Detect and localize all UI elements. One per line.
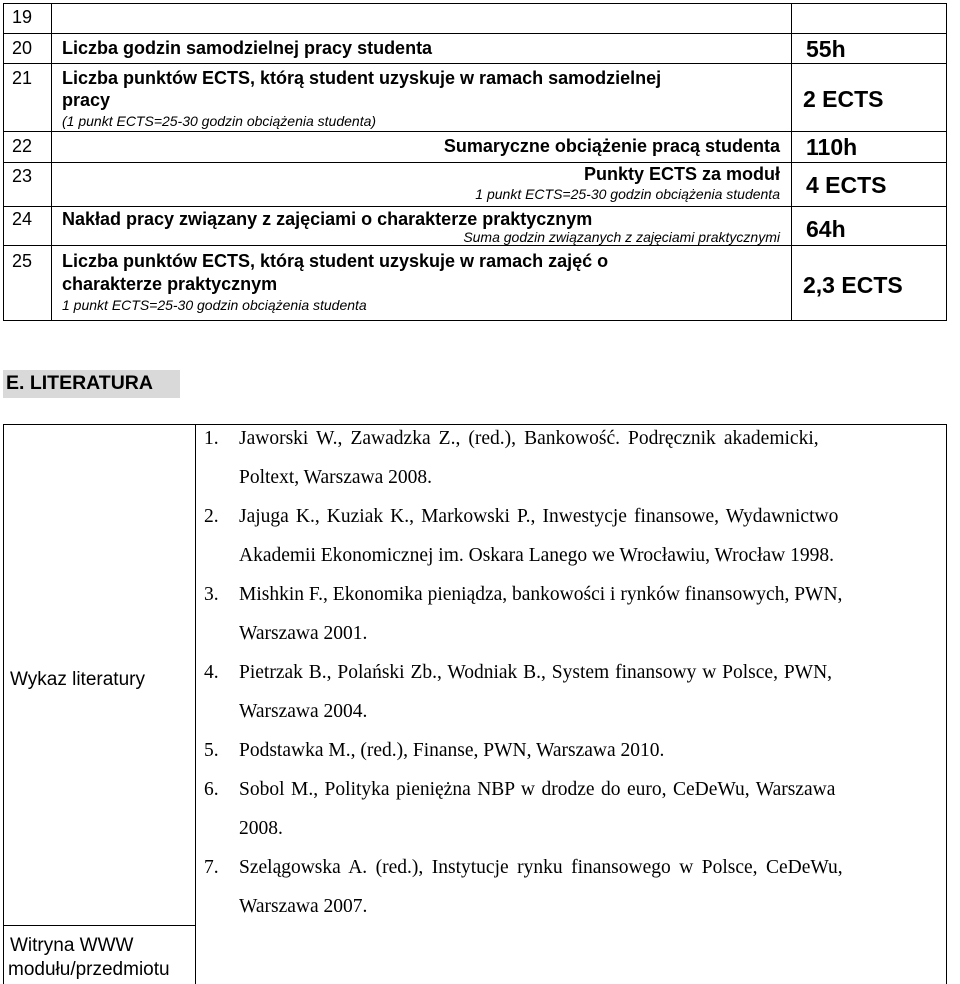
item-number: 5. [204, 740, 219, 761]
item-text: Jaworski W., Zawadzka Z., (red.), Bankowość. Podręcznik akademicki, [239, 428, 819, 449]
row-value: 64h [806, 216, 846, 242]
item-number: 3. [204, 584, 219, 605]
item-text-cont: Warszawa 2004. [239, 701, 368, 722]
row-sublabel: 1 punkt ECTS=25-30 godzin obciążenia studenta [62, 297, 367, 313]
row-value: 2,3 ECTS [803, 272, 903, 298]
item-text-cont: Akademii Ekonomicznej im. Oskara Lanego we Wrocławiu, Wrocław 1998. [239, 545, 834, 566]
row-value: 110h [806, 134, 858, 160]
row-number: 21 [12, 68, 33, 88]
row-value: 55h [806, 36, 846, 62]
row-value: 2 ECTS [803, 86, 884, 112]
item-number: 2. [204, 506, 219, 527]
ects-table [0, 0, 960, 322]
row-label: Liczba punktów ECTS, którą student uzyskuje w ramach samodzielnej [62, 68, 662, 88]
item-text: Podstawka M., (red.), Finanse, PWN, Warszawa 2010. [239, 740, 665, 761]
row-number: 24 [12, 209, 33, 229]
item-number: 1. [204, 428, 219, 449]
item-text: Sobol M., Polityka pieniężna NBP w drodze do euro, CeDeWu, Warszawa [239, 779, 836, 800]
row-sublabel: Suma godzin związanych z zajęciami praktycznymi [463, 229, 780, 245]
row-sublabel: (1 punkt ECTS=25-30 godzin obciążenia studenta) [62, 113, 377, 129]
literature-list-label: Wykaz literatury [10, 669, 145, 690]
item-text-cont: 2008. [239, 818, 283, 839]
item-text-cont: Warszawa 2001. [239, 623, 368, 644]
item-text-cont: Warszawa 2007. [239, 896, 368, 917]
row-label-cont: pracy [62, 90, 111, 110]
row-value: 4 ECTS [806, 172, 887, 198]
row-number: 22 [12, 136, 33, 156]
item-text: Mishkin F., Ekonomika pieniądza, bankowości i rynków finansowych, PWN, [239, 584, 843, 605]
row-number: 19 [12, 7, 33, 27]
item-text-cont: Poltext, Warszawa 2008. [239, 467, 433, 488]
row-number: 23 [12, 166, 33, 186]
row-sublabel: 1 punkt ECTS=25-30 godzin obciążenia studenta [475, 186, 780, 202]
item-number: 6. [204, 779, 219, 800]
website-label-cont: modułu/przedmiotu [8, 959, 170, 980]
row-label: Nakład pracy związany z zajęciami o charakterze praktycznym [62, 209, 593, 229]
item-number: 4. [204, 662, 219, 683]
row-number: 25 [12, 251, 33, 271]
row-label-cont: charakterze praktycznym [62, 274, 278, 294]
row-label: Sumaryczne obciążenie pracą studenta [443, 136, 780, 156]
section-heading: E. LITERATURA [6, 372, 153, 394]
row-label: Punkty ECTS za moduł [583, 164, 780, 184]
item-text: Pietrzak B., Polański Zb., Wodniak B., System finansowy w Polsce, PWN, [239, 662, 833, 683]
row-label: Liczba godzin samodzielnej pracy studenta [62, 38, 433, 58]
item-text: Jajuga K., Kuziak K., Markowski P., Inwestycje finansowe, Wydawnictwo [239, 506, 839, 527]
item-number: 7. [204, 857, 219, 878]
row-label: Liczba punktów ECTS, którą student uzyskuje w ramach zajęć o [62, 251, 609, 271]
website-label: Witryna WWW [10, 935, 134, 956]
row-number: 20 [12, 38, 33, 58]
literature-table [0, 420, 960, 984]
item-text: Szelągowska A. (red.), Instytucje rynku finansowego w Polsce, CeDeWu, [239, 857, 843, 878]
